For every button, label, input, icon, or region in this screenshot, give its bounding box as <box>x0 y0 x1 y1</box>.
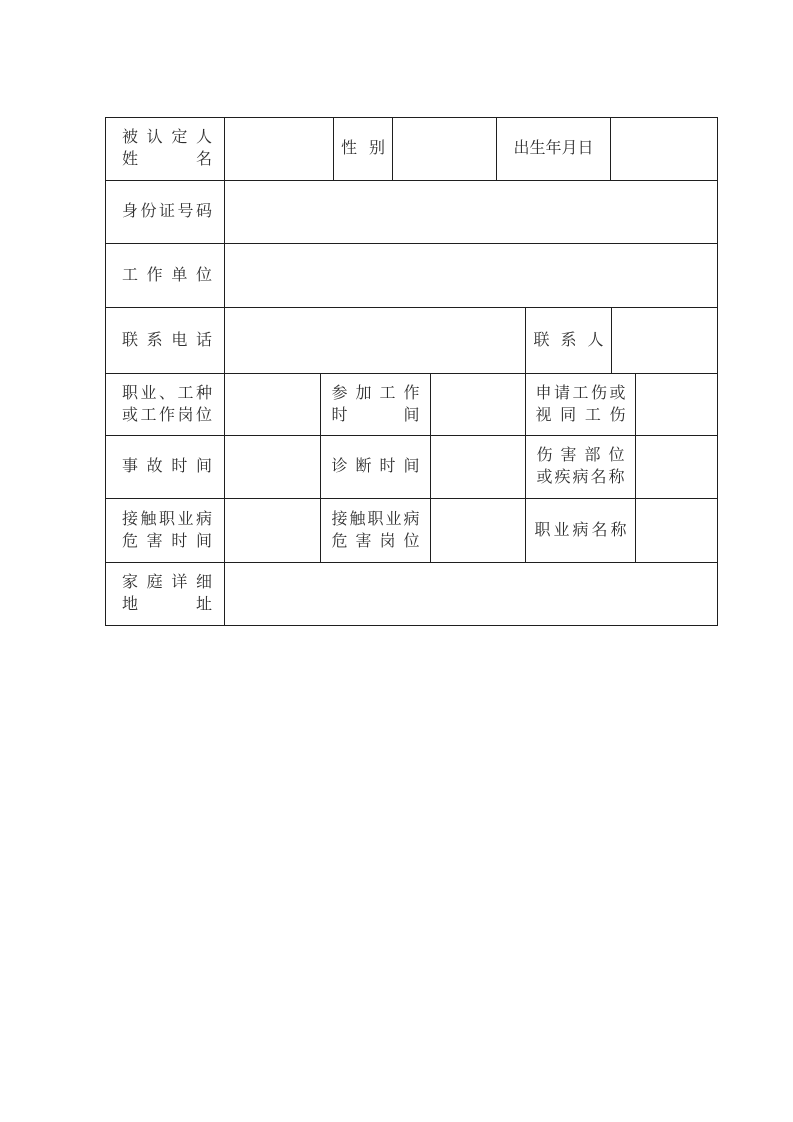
occupational-disease-name-value <box>636 529 648 533</box>
diagnosis-time-label-cell <box>321 436 431 499</box>
person-name-label-cell <box>106 118 225 181</box>
work-start-time-label: 时间 <box>331 406 420 424</box>
birth-date-value <box>611 147 623 151</box>
diagnosis-time-value <box>431 465 443 469</box>
table-row <box>106 244 718 308</box>
exposure-post-label: 危害岗位 <box>331 532 420 550</box>
birth-date-value-cell[interactable] <box>611 118 718 181</box>
exposure-post-value <box>431 529 443 533</box>
contact-person-label: 联系人 <box>533 331 604 349</box>
work-start-time-value <box>431 403 443 407</box>
occupational-disease-name-label-cell <box>526 499 636 563</box>
table-row <box>106 118 718 181</box>
id-number-value-cell[interactable] <box>225 181 718 244</box>
accident-time-label-cell <box>106 436 225 499</box>
home-address-value-cell[interactable] <box>225 563 718 626</box>
occupation-value <box>225 403 237 407</box>
gender-label: 性别 <box>341 140 385 157</box>
work-start-time-label: 参加工作 <box>331 384 420 402</box>
work-unit-value-cell[interactable] <box>225 244 718 308</box>
injury-part-label: 伤害部位 <box>536 447 625 464</box>
exposure-time-value-cell[interactable] <box>225 499 321 563</box>
table-row <box>106 374 718 436</box>
work-unit-label-cell <box>106 244 225 308</box>
accident-time-label: 事故时间 <box>122 458 212 475</box>
injury-claim-type-label: 申请工伤或 <box>535 384 626 402</box>
injury-claim-type-label: 视同工伤 <box>535 406 626 424</box>
table-row <box>106 499 718 563</box>
injury-claim-type-value <box>636 403 648 407</box>
occupational-disease-name-label: 职业病名称 <box>534 521 627 539</box>
injury-part-label: 或疾病名称 <box>536 469 625 486</box>
home-address-value <box>225 592 237 596</box>
birth-date-label-cell <box>497 118 611 181</box>
injury-part-value <box>636 465 648 469</box>
table-row <box>106 181 718 244</box>
injury-form-table <box>105 117 718 626</box>
work-unit-value <box>225 274 237 278</box>
diagnosis-time-value-cell[interactable] <box>431 436 526 499</box>
exposure-post-label: 接触职业病 <box>331 510 420 528</box>
person-name-label: 被认定人 <box>122 129 212 146</box>
table-row <box>106 436 718 499</box>
gender-label-cell <box>334 118 393 181</box>
home-address-label: 地址 <box>122 596 212 613</box>
table-row <box>106 563 718 626</box>
contact-person-value-cell[interactable] <box>612 308 718 374</box>
work-unit-label: 工作单位 <box>122 266 212 284</box>
injury-part-value-cell[interactable] <box>636 436 718 499</box>
exposure-time-label: 危害时间 <box>122 532 212 550</box>
contact-person-value <box>612 339 624 343</box>
person-name-label: 姓名 <box>122 151 212 168</box>
gender-value-cell[interactable] <box>393 118 497 181</box>
gender-value <box>393 147 405 151</box>
accident-time-value-cell[interactable] <box>225 436 321 499</box>
work-start-time-value-cell[interactable] <box>431 374 526 436</box>
contact-phone-value <box>225 339 237 343</box>
contact-phone-value-cell[interactable] <box>225 308 526 374</box>
diagnosis-time-label: 诊断时间 <box>331 458 420 475</box>
person-name-value-cell[interactable] <box>225 118 334 181</box>
exposure-time-label: 接触职业病 <box>122 510 212 528</box>
work-start-time-label-cell <box>321 374 431 436</box>
exposure-post-value-cell[interactable] <box>431 499 526 563</box>
occupational-disease-name-value-cell[interactable] <box>636 499 718 563</box>
birth-date-label: 出生年月日 <box>513 140 594 157</box>
exposure-time-value <box>225 529 237 533</box>
home-address-label-cell <box>106 563 225 626</box>
exposure-post-label-cell <box>321 499 431 563</box>
id-number-value <box>225 210 237 214</box>
occupation-label: 或工作岗位 <box>122 406 212 424</box>
injury-claim-type-value-cell[interactable] <box>636 374 718 436</box>
id-number-label-cell <box>106 181 225 244</box>
table-row <box>106 308 718 374</box>
contact-person-label-cell <box>526 308 612 374</box>
injury-claim-type-label-cell <box>526 374 636 436</box>
exposure-time-label-cell <box>106 499 225 563</box>
person-name-value <box>225 147 237 151</box>
injury-part-label-cell <box>526 436 636 499</box>
occupation-value-cell[interactable] <box>225 374 321 436</box>
id-number-label: 身份证号码 <box>122 203 212 220</box>
accident-time-value <box>225 465 237 469</box>
contact-phone-label: 联系电话 <box>122 331 212 349</box>
contact-phone-label-cell <box>106 308 225 374</box>
occupation-label: 职业、工种 <box>122 384 212 402</box>
occupation-label-cell <box>106 374 225 436</box>
home-address-label: 家庭详细 <box>122 574 212 591</box>
